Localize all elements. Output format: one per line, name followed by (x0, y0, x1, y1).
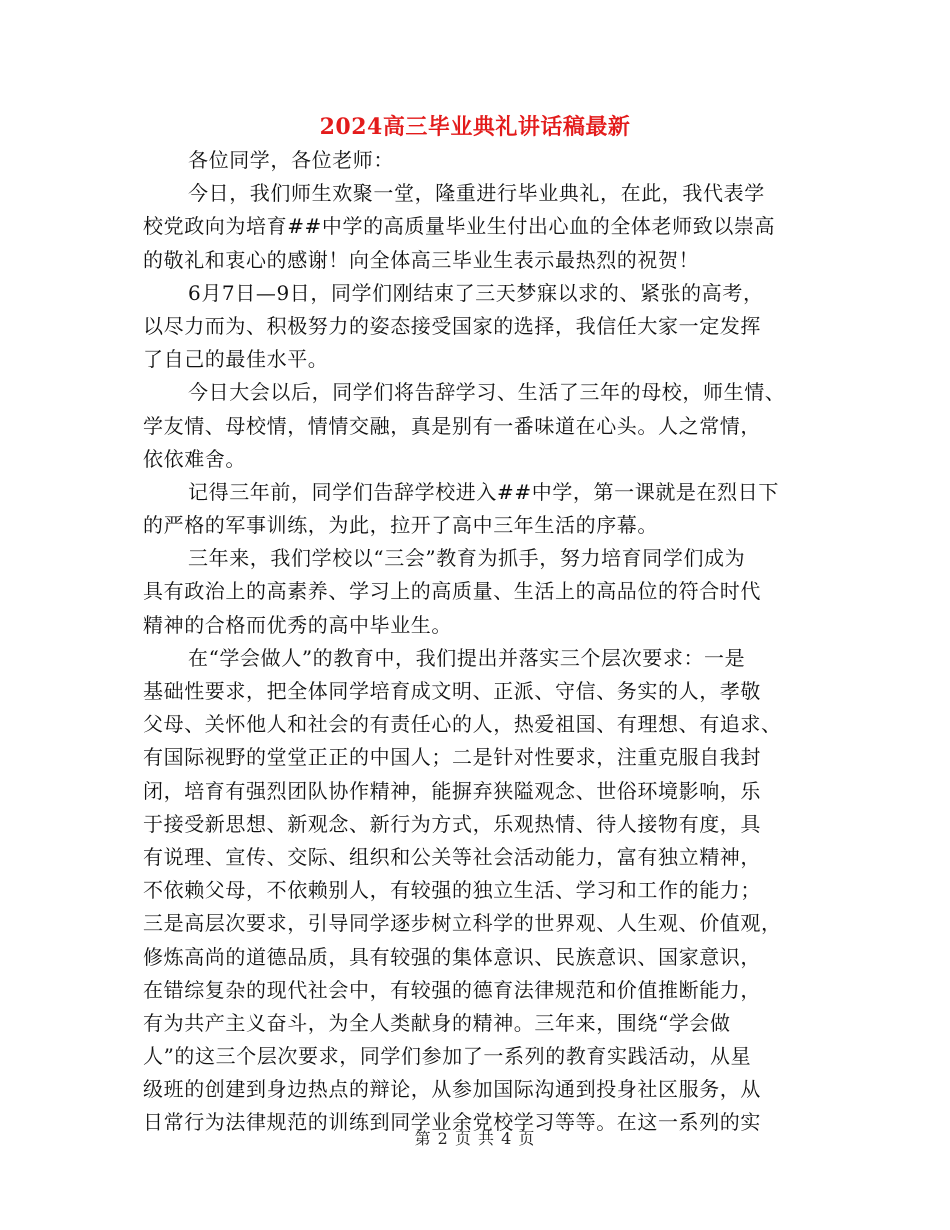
text-line: 具有政治上的高素养、学习上的高质量、生活上的高品位的符合时代 (143, 579, 761, 604)
text-line: 有国际视野的堂堂正正的中国人；二是针对性要求，注重克服自我封 (143, 745, 761, 770)
text-line: 级班的创建到身边热点的辩论，从参加国际沟通到投身社区服务，从 (143, 1077, 761, 1102)
text-line: 记得三年前，同学们告辞学校进入##中学，第一课就是在烈日下 (188, 479, 779, 504)
text-line: 人”的这三个层次要求，同学们参加了一系列的教育实践活动，从星 (143, 1044, 752, 1069)
text-line: 基础性要求，把全体同学培育成文明、正派、守信、务实的人，孝敬 (143, 679, 761, 703)
text-line: 闭，培育有强烈团队协作精神，能摒弃狭隘观念、世俗环境影响，乐 (143, 778, 761, 803)
text-line: 有为共产主义奋斗，为全人类献身的精神。三年来，围绕“学会做 (143, 1010, 731, 1035)
text-line: 三是高层次要求，引导同学逐步树立科学的世界观、人生观、价值观， (143, 911, 782, 936)
text-line: 以尽力而为、积极努力的姿态接受国家的选择，我信任大家一定发挥 (143, 313, 761, 338)
text-line: 在“学会做人”的教育中，我们提出并落实三个层次要求：一是 (188, 645, 746, 670)
text-line: 日常行为法律规范的训练到同学业余党校学习等等。在这一系列的实 (143, 1110, 761, 1135)
text-line: 在错综复杂的现代社会中，有较强的德育法律规范和价值推断能力， (143, 977, 761, 1002)
text-line: 6月7日—9日，同学们刚结束了三天梦寐以求的、紧张的高考， (188, 280, 764, 305)
text-line: 父母、关怀他人和社会的有责任心的人，热爱祖国、有理想、有追求、 (143, 712, 782, 737)
text-line: 学友情、母校情，情情交融，真是别有一番味道在心头。人之常情， (143, 413, 761, 438)
text-line: 校党政向为培育##中学的高质量毕业生付出心血的全体老师致以崇高 (143, 214, 776, 239)
text-line: 今日大会以后，同学们将告辞学习、生活了三年的母校，师生情、 (188, 380, 786, 405)
text-line: 不依赖父母，不依赖别人，有较强的独立生活、学习和工作的能力； (143, 878, 761, 903)
text-line: 了自己的最佳水平。 (143, 347, 329, 372)
text-line: 精神的合格而优秀的高中毕业生。 (143, 612, 452, 637)
text-line: 各位同学，各位老师： (188, 148, 394, 172)
text-line: 的敬礼和衷心的感谢！向全体高三毕业生表示最热烈的祝贺！ (143, 247, 700, 272)
text-line: 依依难舍。 (143, 446, 246, 471)
text-line: 修炼高尚的道德品质，具有较强的集体意识、民族意识、国家意识， (143, 944, 761, 969)
page-footer: 第 2 页 共 4 页 (414, 1129, 536, 1148)
text-line: 于接受新思想、新观念、新行为方式，乐观热情、待人接物有度，具 (143, 811, 761, 836)
text-line: 三年来，我们学校以“三会”教育为抓手，努力培育同学们成为 (188, 546, 746, 571)
text-line: 有说理、宣传、交际、组织和公关等社会活动能力，富有独立精神， (143, 844, 761, 869)
text-line: 今日，我们师生欢聚一堂，隆重进行毕业典礼，在此，我代表学 (188, 181, 765, 206)
document-title: 2024高三毕业典礼讲话稿最新 (319, 114, 631, 140)
document-body (0, 144, 950, 1140)
text-line: 的严格的军事训练，为此，拉开了高中三年生活的序幕。 (143, 513, 658, 538)
